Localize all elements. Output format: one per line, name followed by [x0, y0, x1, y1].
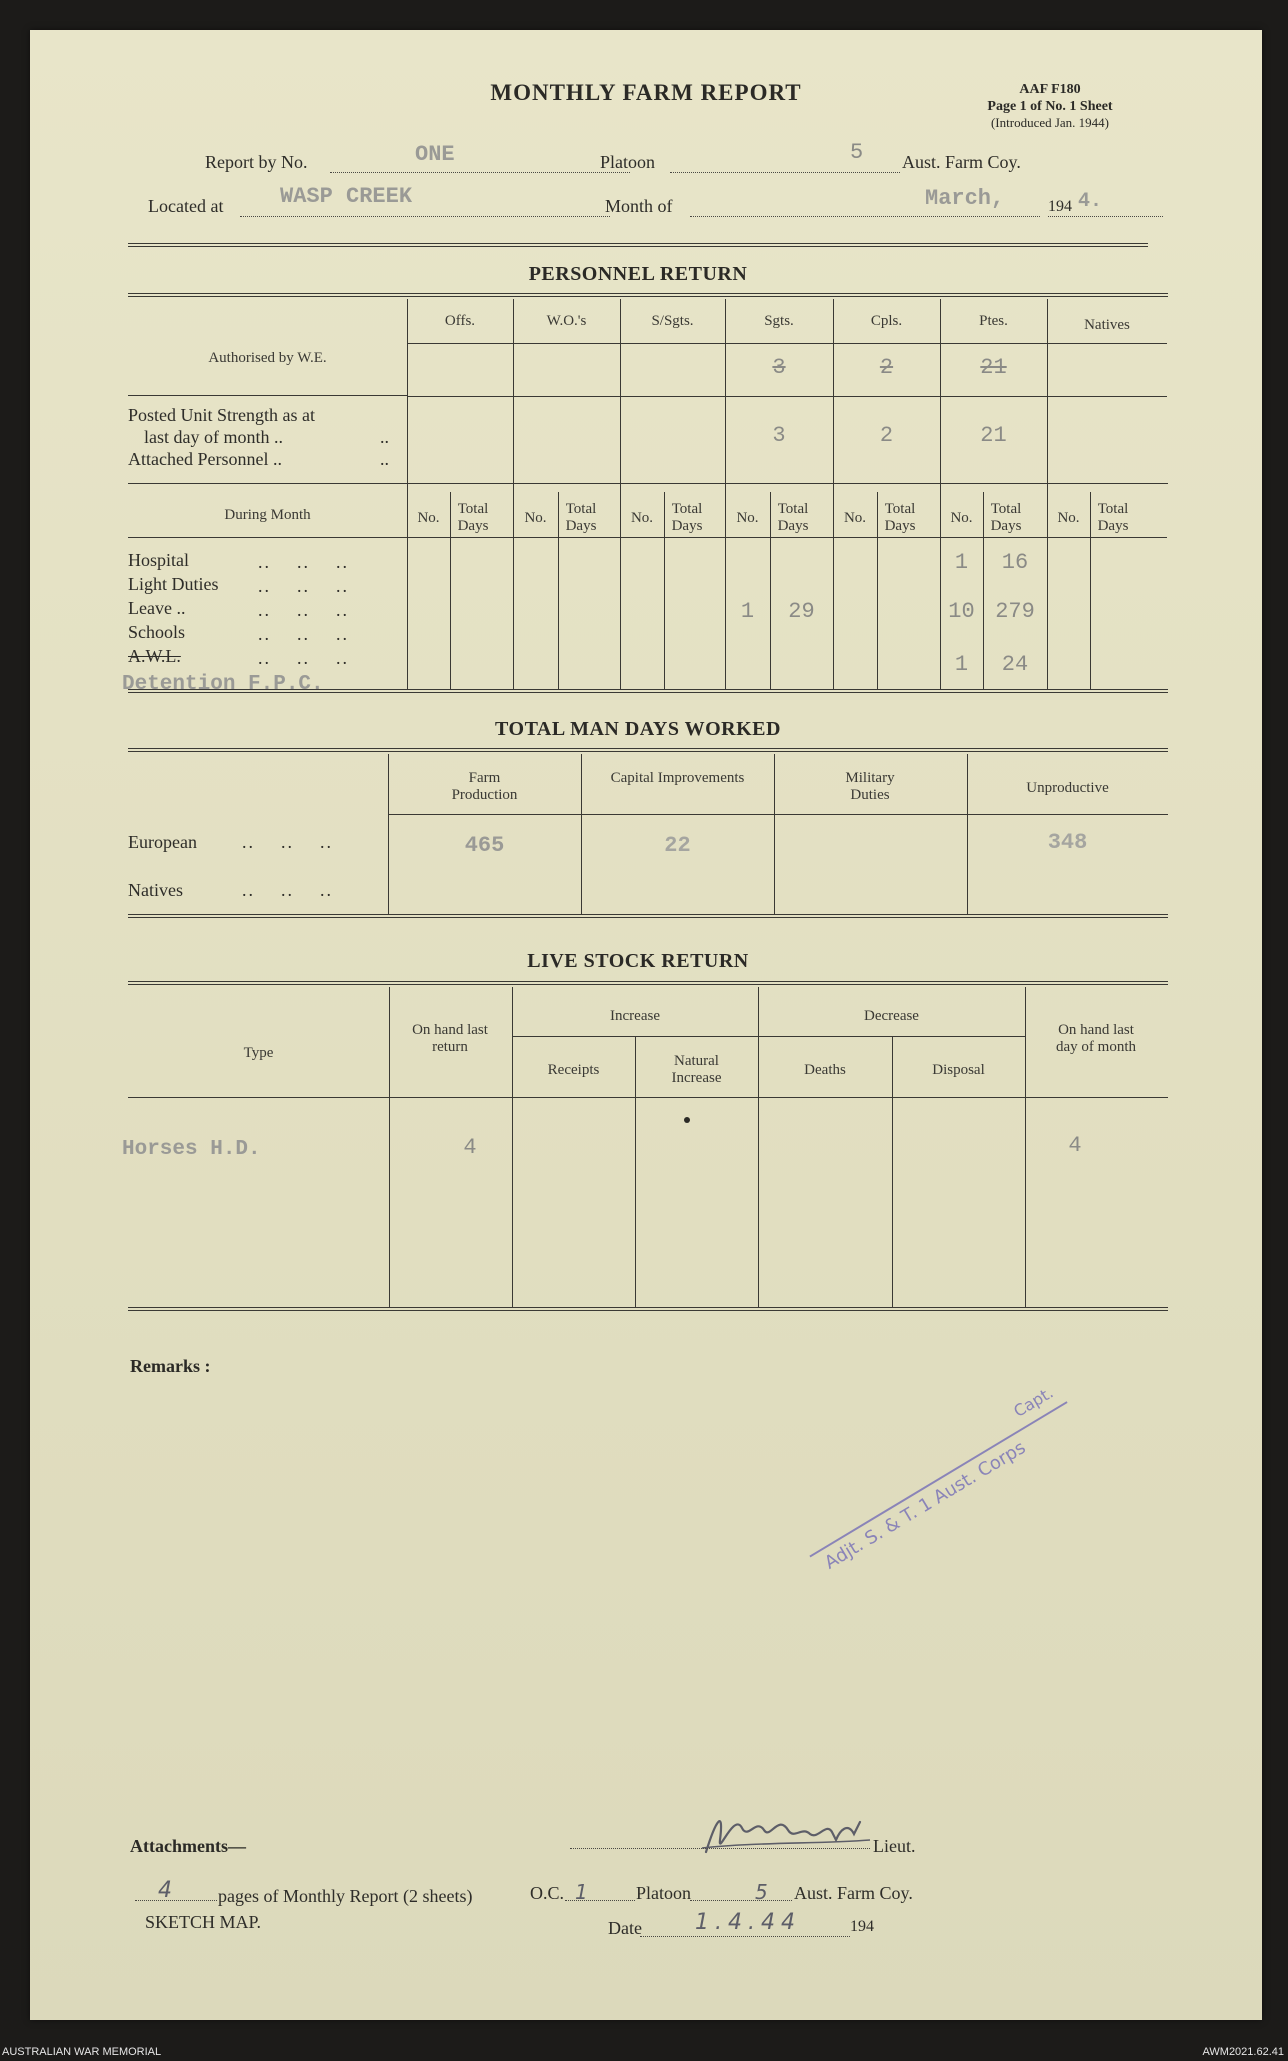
livestock-title: LIVE STOCK RETURN: [527, 950, 749, 972]
located-label: Located at: [148, 196, 224, 216]
col-unproductive: Unproductive: [1026, 780, 1109, 796]
col-on-hand-month: On hand last day of month: [1056, 1022, 1136, 1055]
horses-on-hand-last: 4: [463, 1135, 477, 1160]
hospital-ptes-no: 1: [954, 550, 969, 575]
posted-cpls: 2: [879, 423, 894, 448]
posted-dots: ..: [380, 427, 389, 447]
sub-col-no: No.: [843, 510, 867, 526]
row-dots: .. .. .. .. .. .. .. .. .. .. .. .. .. .. ..: [258, 552, 349, 668]
signature: [698, 1800, 878, 1860]
footer-platoon-value: 5: [755, 1880, 768, 1904]
sub-col-total-days: Total Days: [457, 501, 489, 534]
year-digit: 4.: [1078, 190, 1103, 213]
awl-ptes-no: 1: [954, 652, 969, 677]
attached-dots: ..: [380, 449, 389, 469]
adjutant-stamp: [789, 1346, 1122, 1590]
attached-label: Attached Personnel ..: [128, 449, 282, 469]
form-title: MONTHLY FARM REPORT: [490, 80, 802, 105]
col-military-duties: Military Duties: [845, 770, 895, 803]
horses-on-hand-month: 4: [1068, 1133, 1082, 1158]
sub-col-no: No.: [1057, 510, 1080, 526]
unit-label: Aust. Farm Coy.: [902, 152, 1021, 172]
date-suffix: 194: [850, 1918, 874, 1935]
row-light-duties: Light Duties: [128, 574, 219, 594]
sub-col-no: No.: [950, 510, 973, 526]
col-decrease: Decrease: [864, 1008, 919, 1024]
sub-col-total-days: Total Days: [671, 501, 703, 534]
lieut-label: Lieut.: [873, 1836, 916, 1856]
stamp-line: [809, 1401, 1067, 1557]
sub-col-no: No.: [524, 510, 547, 526]
archive-caption-right: AWM2021.62.41: [1202, 2046, 1284, 2058]
col-disposal: Disposal: [932, 1062, 985, 1078]
row-european: European: [128, 832, 197, 852]
located-value: WASP CREEK: [280, 184, 413, 209]
oc-label: O.C.: [530, 1883, 565, 1903]
european-capital-improvements: 22: [664, 833, 691, 858]
month-value: March,: [925, 186, 1005, 211]
posted-label-2: last day of month ..: [144, 427, 283, 447]
report-by-label: Report by No.: [205, 152, 308, 172]
natives-dots: .. .. ..: [242, 880, 333, 900]
footer-unit-label: Aust. Farm Coy.: [794, 1883, 913, 1903]
sub-col-total-days: Total Days: [884, 501, 916, 534]
auth-cpls: 2: [879, 355, 894, 380]
sub-col-no: No.: [736, 510, 759, 526]
row-leave: Leave ..: [128, 598, 186, 618]
oc-value: 1: [575, 1880, 588, 1904]
col-cpls: Cpls.: [870, 313, 903, 329]
form-code: AAF F180: [1019, 82, 1081, 97]
auth-ptes: 21: [980, 355, 1007, 380]
pages-label: pages of Monthly Report (2 sheets): [218, 1886, 473, 1906]
pages-value: 4: [158, 1878, 172, 1903]
sketch-map-label: SKETCH MAP.: [145, 1912, 262, 1932]
sub-col-total-days: Total Days: [565, 501, 597, 534]
stamp-text: Adjt. S. & T. 1 Aust. Corps: [821, 1437, 1030, 1574]
col-capital-improvements: Capital Improvements: [610, 770, 745, 786]
col-increase: Increase: [610, 1008, 660, 1024]
col-wos: W.O.'s: [546, 313, 587, 329]
page-info: Page 1 of No. 1 Sheet: [987, 99, 1113, 114]
row-natives: Natives: [128, 880, 183, 900]
date-value: 1.4.44: [695, 1910, 801, 1935]
detention-typed: Detention F.P.C.: [122, 673, 324, 696]
livestock-type-horses: Horses H.D.: [122, 1138, 261, 1161]
leave-ptes-days: 279: [995, 599, 1035, 624]
leave-ptes-no: 10: [948, 599, 975, 624]
row-hospital: Hospital: [128, 550, 189, 570]
during-month-label: During Month: [224, 507, 311, 523]
form-sheet: [30, 30, 1262, 2020]
col-sgts: Sgts.: [764, 313, 794, 329]
archive-caption-left: AUSTRALIAN WAR MEMORIAL: [2, 2046, 162, 2058]
attachments-label: Attachments—: [130, 1836, 246, 1856]
awl-ptes-days: 24: [1001, 652, 1029, 677]
col-natural-increase: Natural Increase: [671, 1053, 722, 1086]
date-label: Date: [608, 1918, 642, 1938]
platoon-value: 5: [850, 140, 864, 165]
european-dots: .. .. ..: [242, 832, 333, 852]
introduced-date: (Introduced Jan. 1944): [990, 115, 1110, 130]
row-awl: A.W.L.: [128, 646, 181, 666]
report-by-value: ONE: [415, 142, 455, 167]
european-farm-production: 465: [464, 833, 505, 858]
hospital-ptes-days: 16: [1001, 550, 1029, 575]
month-label: Month of: [605, 196, 673, 216]
authorised-label: Authorised by W.E.: [208, 350, 327, 366]
posted-label-1: Posted Unit Strength as at: [128, 405, 315, 425]
row-schools: Schools: [128, 622, 186, 642]
col-type: Type: [243, 1045, 274, 1061]
col-ptes: Ptes.: [979, 313, 1008, 329]
personnel-title: PERSONNEL RETURN: [528, 263, 748, 285]
sub-col-no: No.: [417, 510, 440, 526]
remarks-label: Remarks :: [130, 1356, 211, 1376]
sub-col-total-days: Total Days: [1097, 501, 1129, 534]
col-deaths: Deaths: [804, 1062, 846, 1078]
col-on-hand-last: On hand last return: [412, 1022, 488, 1055]
signature-scribble: [698, 1800, 878, 1860]
posted-sgts: 3: [772, 423, 786, 448]
col-ssgts: S/Sgts.: [651, 313, 694, 329]
sub-col-total-days: Total Days: [777, 501, 809, 534]
leave-sgts-no: 1: [740, 599, 755, 624]
stamp-rank: Capt.: [1010, 1382, 1057, 1421]
year-prefix: 194: [1048, 198, 1072, 215]
posted-ptes: 21: [980, 423, 1007, 448]
sub-col-total-days: Total Days: [990, 501, 1022, 534]
col-offs: Offs.: [444, 313, 476, 329]
footer-platoon-label: Platoon: [636, 1883, 692, 1903]
col-natives: Natives: [1084, 317, 1130, 333]
col-farm-production: Farm Production: [451, 770, 518, 803]
col-receipts: Receipts: [547, 1062, 600, 1078]
auth-sgts: 3: [772, 355, 786, 380]
man-days-title: TOTAL MAN DAYS WORKED: [495, 718, 781, 740]
leave-sgts-days: 29: [788, 599, 815, 624]
sub-col-no: No.: [630, 510, 654, 526]
european-unproductive: 348: [1047, 830, 1088, 855]
ink-dot: [684, 1117, 690, 1123]
platoon-label: Platoon: [600, 152, 656, 172]
